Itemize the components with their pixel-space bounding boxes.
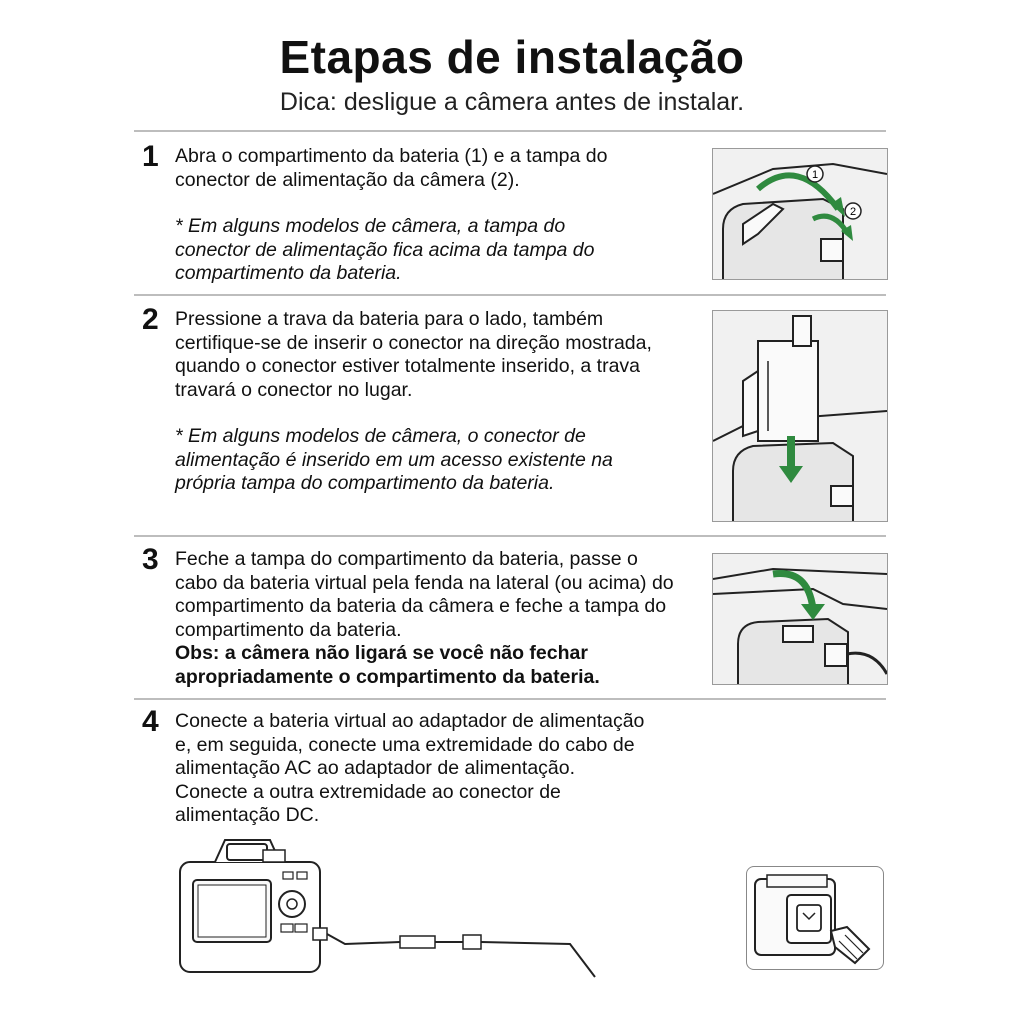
step-number: 2	[142, 303, 159, 336]
step-instruction: Feche a tampa do compartimento da bateria, passe o cabo da bateria virtual pela fenda na lateral (ou acima) do compartimento da bateria da câmera e feche a tampa do compartimento da bateria.	[175, 548, 674, 641]
step-text-block	[175, 145, 675, 286]
step-note: * Em alguns modelos de câmera, o conector de alimentação é inserido em um acesso existente na própria tampa do compartimento da bateria.	[175, 425, 613, 494]
divider	[134, 535, 886, 537]
step-instruction: Conecte a bateria virtual ao adaptador de alimentação e, em seguida, conecte uma extremidade do cabo de alimentação AC ao adaptador de alimentação. Conecte a outra extremidade ao conector de alimentação DC.	[175, 710, 645, 826]
figure-label-2: 2	[849, 206, 857, 218]
step-instruction: Pressione a trava da bateria para o lado, também certifique-se de inserir o conector na direção mostrada, quando o conector estiver totalmente inserido, a trava travará o conector no lugar.	[175, 308, 652, 401]
figure-camera-with-cable	[175, 832, 615, 992]
step-number: 3	[142, 543, 159, 576]
divider	[134, 294, 886, 296]
figure-power-adapter	[746, 866, 884, 970]
step-instruction: Abra o compartimento da bateria (1) e a tampa do conector de alimentação da câmera (2).	[175, 145, 608, 191]
step-number: 1	[142, 140, 159, 173]
figure-label-1: 1	[811, 169, 819, 181]
step-text-block	[175, 308, 675, 496]
divider	[134, 130, 886, 132]
step-text-block	[175, 548, 685, 689]
figure-open-battery-cover	[712, 148, 888, 280]
step-number: 4	[142, 705, 159, 738]
figure-insert-connector	[712, 310, 888, 522]
step-note: * Em alguns modelos de câmera, a tampa do conector de alimentação fica acima da tampa do compartimento da bateria.	[175, 215, 595, 284]
page-title: Etapas de instalação	[279, 31, 745, 83]
step-warning: Obs: a câmera não ligará se você não fechar apropriadamente o compartimento da bateria.	[175, 642, 600, 688]
tip-text: Dica: desligue a câmera antes de instalar.	[279, 88, 745, 116]
divider	[134, 698, 886, 700]
figure-close-battery-cover	[712, 553, 888, 685]
step-text-block	[175, 710, 645, 828]
